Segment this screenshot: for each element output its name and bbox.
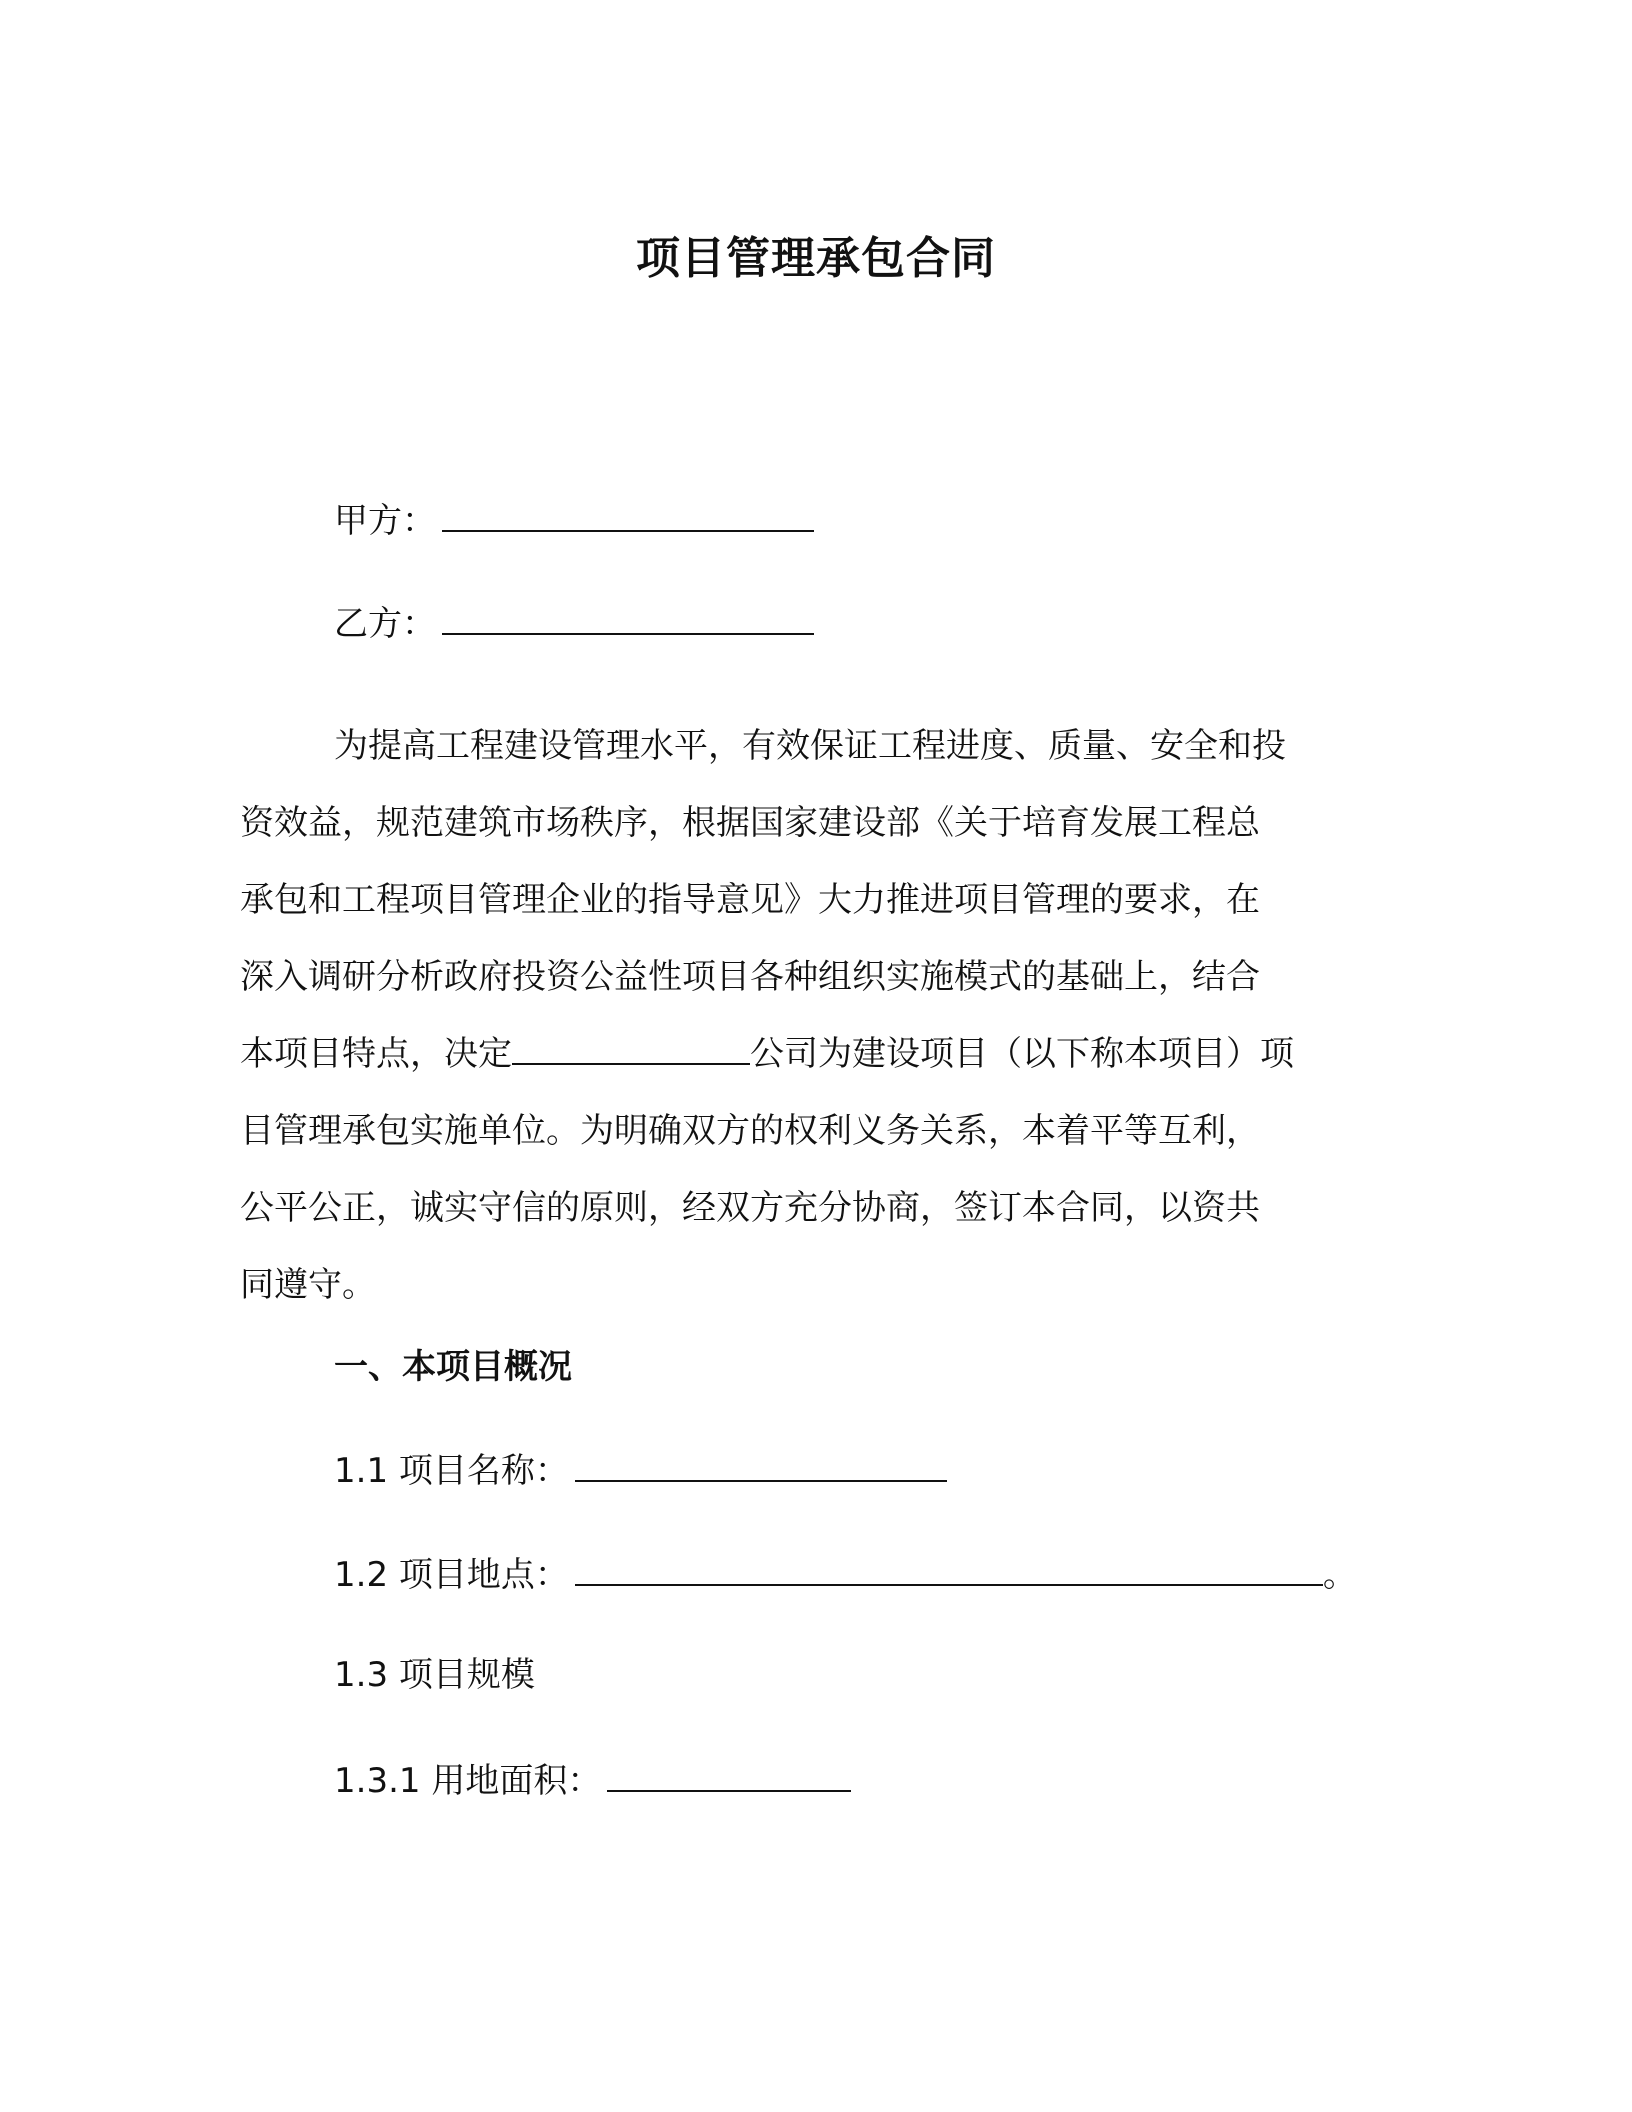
intro-line: 资效益，规范建筑市场秩序，根据国家建设部《关于培育发展工程总 <box>240 803 1260 843</box>
intro-line: 为提高工程建设管理水平，有效保证工程进度、质量、安全和投 <box>334 726 1286 766</box>
company-blank[interactable] <box>512 1035 750 1065</box>
item-1-2-line <box>334 1555 1357 1595</box>
party-b-label: 乙方： <box>334 604 436 644</box>
intro-line: 公平公正，诚实守信的原则，经双方充分协商，签订本合同，以资共 <box>240 1188 1260 1228</box>
project-location-label: 1.2 项目地点： <box>334 1555 569 1595</box>
item-1-3-1-line <box>334 1761 851 1801</box>
section-1-heading: 一、本项目概况 <box>334 1347 572 1387</box>
project-location-blank[interactable] <box>575 1556 1323 1586</box>
land-area-blank[interactable] <box>607 1762 851 1792</box>
party-b-blank[interactable] <box>442 605 814 635</box>
intro-line: 目管理承包实施单位。为明确双方的权利义务关系，本着平等互利， <box>240 1111 1260 1151</box>
item-1-3: 1.3 项目规模 <box>334 1655 535 1695</box>
intro-line-end: 公司为建设项目（以下称本项目）项 <box>750 1034 1294 1074</box>
intro-line-company <box>240 1016 1390 1093</box>
intro-line: 深入调研分析政府投资公益性项目各种组织实施模式的基础上，结合 <box>240 957 1260 997</box>
intro-line: 同遵守。 <box>240 1265 376 1305</box>
item-1-1-line <box>334 1451 947 1491</box>
party-a-blank[interactable] <box>442 502 814 532</box>
intro-line: 承包和工程项目管理企业的指导意见》大力推进项目管理的要求，在 <box>240 880 1260 920</box>
party-a-label: 甲方： <box>334 501 436 541</box>
party-b-line <box>334 604 814 644</box>
project-location-end: 。 <box>1322 1555 1357 1595</box>
party-a-line <box>334 501 814 541</box>
intro-line-start: 本项目特点，决定 <box>240 1034 512 1074</box>
land-area-label: 1.3.1 用地面积： <box>334 1761 602 1801</box>
document-title: 项目管理承包合同 <box>636 233 996 284</box>
intro-paragraph <box>240 708 1390 1324</box>
project-name-blank[interactable] <box>575 1452 947 1482</box>
project-name-label: 1.1 项目名称： <box>334 1451 569 1491</box>
